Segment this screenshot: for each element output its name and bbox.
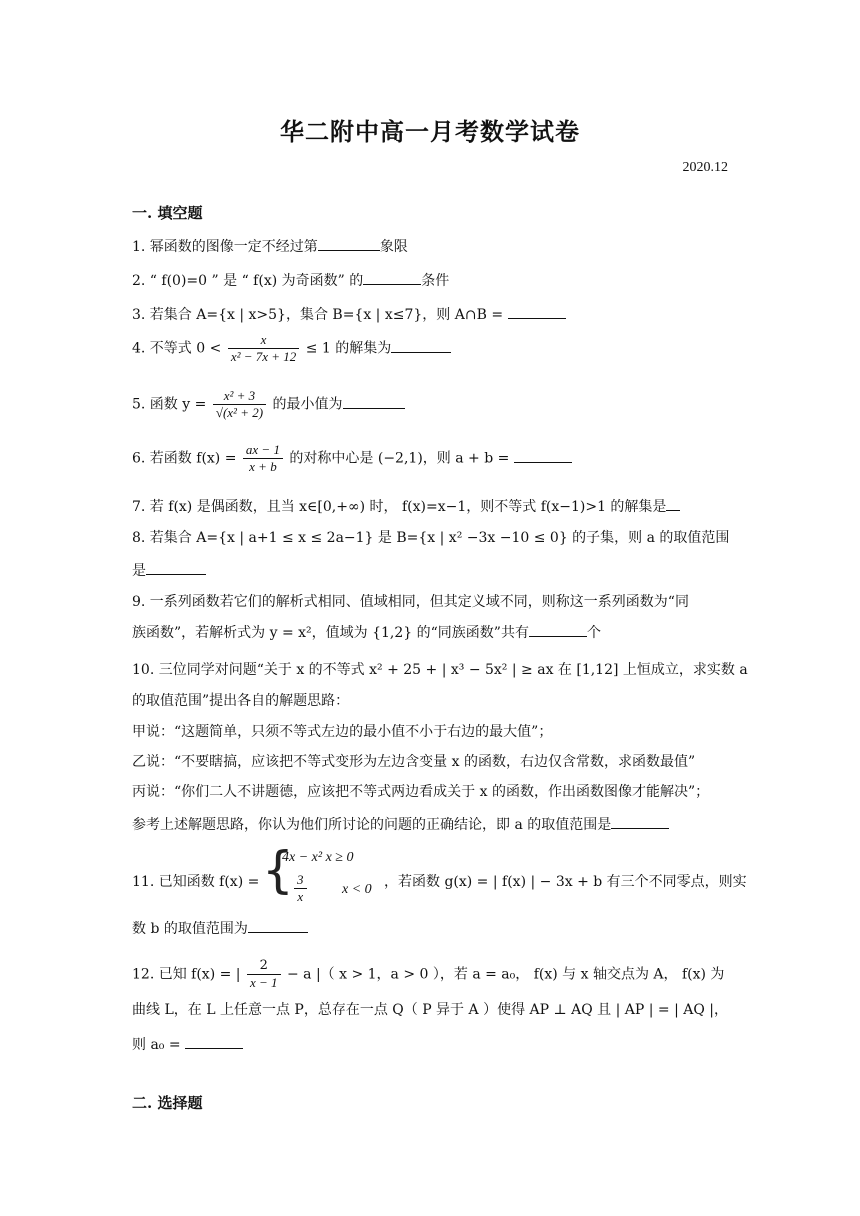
question-10-text-4: 乙说：“不要瞎搞，应该把不等式变形为左边含变量 x 的函数，右边仅含常数，求函数最值” xyxy=(132,754,696,770)
question-3 xyxy=(132,304,732,325)
question-6-pre: 6. 若函数 f(x) = xyxy=(132,450,237,467)
question-10 xyxy=(132,660,748,680)
question-5 xyxy=(132,388,732,421)
question-1-text: 1. 幂函数的图像一定不经过第 xyxy=(132,239,318,255)
fraction-numerator: 3 xyxy=(294,872,307,889)
question-10-line-2 xyxy=(132,691,732,711)
question-8 xyxy=(132,528,732,548)
question-11-post-text: ，若函数 g(x) = | f(x) | − 3x + b 有三个不同零点，则实 xyxy=(384,874,747,890)
question-8-continued xyxy=(132,560,732,581)
question-7 xyxy=(132,496,732,517)
question-1-tail: 象限 xyxy=(379,239,408,255)
question-10-line-5 xyxy=(132,782,732,802)
question-6 xyxy=(132,442,732,475)
fraction xyxy=(247,958,281,991)
question-10-text-3: 甲说：“这题简单，只须不等式左边的最小值不小于右边的最大值”； xyxy=(132,724,553,740)
question-5-pre: 5. 函数 y = xyxy=(132,396,207,413)
question-12-text-2: 曲线 L，在 L 上任意一点 P，总存在一点 Q（ P 异于 A ）使得 AP ⊥ AQ 且 | AP | = | AQ |， xyxy=(132,1002,729,1018)
exam-title: 华二附中高一月考数学试卷 xyxy=(280,117,580,146)
question-10-line-3 xyxy=(132,722,732,742)
answer-blank xyxy=(248,918,308,933)
question-10-text-2: 的取值范围”提出各自的解题思路： xyxy=(132,693,350,709)
question-5-post: 的最小值为 xyxy=(272,396,343,413)
question-12-line-2 xyxy=(132,1000,732,1020)
question-2-text: 2. “ f(0)=0 ” 是 “ f(x) 为奇函数” 的 xyxy=(132,273,364,289)
question-12-pre: 12. 已知 f(x) = | xyxy=(132,966,241,983)
answer-blank xyxy=(611,814,669,829)
question-11-pre-text: 11. 已知函数 f(x) = xyxy=(132,874,260,890)
answer-blank xyxy=(185,1034,243,1049)
section-fill-in-heading: 一. 填空题 xyxy=(132,204,203,222)
question-9-text-continued: 族函数”，若解析式为 y = x²，值域为 {1,2} 的“同族函数”共有 xyxy=(132,625,529,641)
answer-blank xyxy=(508,304,566,319)
question-4-post: ≤ 1 的解集为 xyxy=(305,340,392,357)
question-10-text-6: 参考上述解题思路，你认为他们所讨论的问题的正确结论，即 a 的取值范围是 xyxy=(132,817,612,833)
question-12-post: − a |（ x > 1，a > 0 ），若 a = a₀， f(x) 与 x 轴交点为 A， f(x) 为 xyxy=(286,966,725,983)
question-12 xyxy=(132,958,732,991)
fraction-denominator: x² − 7x + 12 xyxy=(230,349,297,364)
fraction-denominator: x + b xyxy=(249,459,277,474)
question-6-post: 的对称中心是 (−2,1)，则 a + b = xyxy=(289,450,510,467)
question-8-text: 8. 若集合 A={x | a+1 ≤ x ≤ 2a−1} 是 B={x | x² −3x −10 ≤ 0} 的子集，则 a 的取值范围 xyxy=(132,530,730,546)
fraction-denominator: √(x² + 2) xyxy=(215,405,264,420)
question-9-text: 9. 一系列函数若它们的解析式相同、值域相同，但其定义域不同，则称这一系列函数为“同 xyxy=(132,594,689,610)
question-3-text: 3. 若集合 A={x | x>5}，集合 B={x | x≤7}，则 A∩B = xyxy=(132,307,504,323)
fraction-numerator: ax − 1 xyxy=(243,442,283,459)
answer-blank xyxy=(514,448,572,463)
question-4 xyxy=(132,332,732,365)
fraction-denominator: x xyxy=(297,889,304,904)
piecewise-case-2-condition: x < 0 xyxy=(342,882,372,897)
exam-date: 2020.12 xyxy=(682,160,728,175)
question-2 xyxy=(132,270,732,291)
question-9-continued xyxy=(132,622,732,643)
fraction-numerator: 2 xyxy=(247,958,281,975)
question-1 xyxy=(132,236,732,257)
question-10-line-6 xyxy=(132,814,732,835)
answer-blank xyxy=(363,270,421,285)
question-8-text-continued: 是 xyxy=(132,563,146,579)
question-9 xyxy=(132,592,732,612)
question-9-tail: 个 xyxy=(586,625,601,641)
answer-blank xyxy=(343,394,405,409)
answer-blank xyxy=(146,560,206,575)
question-10-text-5: 丙说：“你们二人不讲题德，应该把不等式两边看成关于 x 的函数，作出函数图像才能解决”； xyxy=(132,784,710,800)
left-brace-icon: { xyxy=(262,841,294,899)
answer-blank xyxy=(318,236,380,251)
fraction-denominator: x − 1 xyxy=(249,975,278,990)
answer-blank xyxy=(666,496,680,511)
fraction-numerator: x xyxy=(228,332,299,349)
question-11-continued xyxy=(132,918,732,939)
question-11-text-continued: 数 b 的取值范围为 xyxy=(132,921,248,937)
question-10-line-4 xyxy=(132,752,732,772)
fraction xyxy=(243,442,283,475)
piecewise-case-1: 4x − x² x ≥ 0 xyxy=(282,850,354,865)
question-12-text-3: 则 a₀ = xyxy=(132,1037,181,1053)
fraction xyxy=(213,388,266,421)
question-10-text: 10. 三位同学对问题“关于 x 的不等式 x² + 25 + | x³ − 5x² | ≥ ax 在 [1,12] 上恒成立，求实数 a xyxy=(132,662,748,678)
piecewise-case-2-fraction xyxy=(294,872,307,905)
question-12-line-3 xyxy=(132,1034,732,1055)
question-7-text: 7. 若 f(x) 是偶函数，且当 x∈[0,+∞) 时， f(x)=x−1，则不等式 f(x−1)>1 的解集是 xyxy=(132,499,667,515)
question-4-pre: 4. 不等式 0 < xyxy=(132,340,222,357)
section-choice-heading: 二. 选择题 xyxy=(132,1094,203,1112)
question-2-tail: 条件 xyxy=(421,273,450,289)
answer-blank xyxy=(391,338,451,353)
question-11-post xyxy=(384,872,747,892)
fraction xyxy=(228,332,299,365)
answer-blank xyxy=(529,622,587,637)
fraction-numerator: x² + 3 xyxy=(213,388,266,405)
